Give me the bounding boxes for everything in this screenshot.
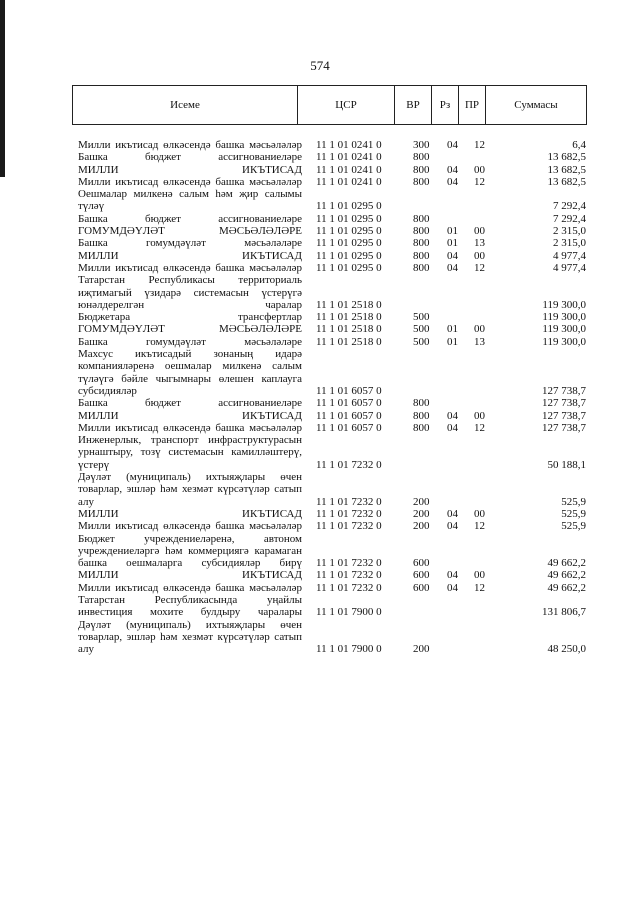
page-number: 574 [310,58,330,73]
row-sum: 49 662,2 [547,557,586,570]
table-body [78,139,588,655]
row-sum: 50 188,1 [547,458,586,471]
table-row [78,582,588,594]
row-sum: 49 662,2 [547,581,586,594]
row-sum: 525,9 [561,520,586,533]
row-name: Оешмалар милкенә салым һәм җир салымы түләү [78,188,302,213]
row-sum: 127 738,7 [542,421,586,434]
row-vr: 800 [413,163,430,176]
row-vr: 500 [413,323,430,336]
row-name: Башка гомумдәүләт мәсьәләләре [78,237,302,250]
table-row [78,274,588,311]
row-sum: 4 977,4 [553,249,586,262]
row-sum: 119 300,0 [542,323,586,336]
table-row [78,213,588,225]
table-row [78,594,588,619]
table-row [78,225,588,237]
margin-mark [0,0,5,177]
row-vr: 800 [413,151,430,164]
row-csr: 11 1 01 7232 0 [316,557,382,570]
table-row [78,508,588,520]
row-pr: 12 [474,581,485,594]
row-sum: 525,9 [561,495,586,508]
table-row [78,569,588,581]
header-vr: ВР [395,86,432,125]
row-rz: 04 [447,581,458,594]
table-row [78,619,588,656]
row-vr: 300 [413,139,430,151]
header-rz: Рз [432,86,459,125]
row-sum: 49 662,2 [547,569,586,582]
row-vr: 800 [413,421,430,434]
row-csr: 11 1 01 7232 0 [316,520,382,533]
row-sum: 119 300,0 [542,311,586,324]
table-row [78,237,588,249]
row-sum: 525,9 [561,507,586,520]
row-vr: 800 [413,397,430,410]
row-name: Дәүләт (муниципаль) ихтыяҗлары өчен товарлар, эшләр һәм хезмәт күрсәтүләр сатып алу [78,618,302,656]
row-vr: 800 [413,249,430,262]
table-row [78,151,588,163]
row-vr: 500 [413,311,430,324]
table-row [78,397,588,409]
row-sum: 7 292,4 [553,212,586,225]
row-rz: 01 [447,237,458,250]
row-vr: 800 [413,212,430,225]
row-pr: 13 [474,237,485,250]
row-csr: 11 1 01 7900 0 [316,606,382,619]
table-row [78,311,588,323]
row-vr: 200 [413,495,430,508]
row-sum: 127 738,7 [542,384,586,397]
row-csr: 11 1 01 6057 0 [316,421,382,434]
row-csr: 11 1 01 7232 0 [316,495,382,508]
row-name: Бюджетара трансфертлар [78,311,302,324]
row-name: Татарстан Республикасы территориаль иҗтимагый үзидарә системасын үстерүгә юнәлдерелгән чаралар [78,274,302,311]
row-name: Милли икътисад өлкәсендә башка мәсьәләләр [78,261,302,274]
row-name: Махсус икътисадый зонаның идарә компанияләренә оешмалар милкенә салым түләүгә бәйле чыгымнары өлешен каплауга субсидияләр [78,348,302,397]
row-csr: 11 1 01 0295 0 [316,261,382,274]
row-vr: 200 [413,520,430,533]
row-name: Милли икътисад өлкәсендә башка мәсьәләләр [78,581,302,594]
row-sum: 48 250,0 [547,643,586,656]
table-row [78,336,588,348]
row-vr: 600 [413,569,430,582]
row-name: Инженерлык, транспорт инфраструктурасын урнаштыру, тозү системасын камилләштерү, үстерү [78,434,302,471]
table-row [78,410,588,422]
header-name: Исеме [73,86,298,125]
row-vr: 200 [413,507,430,520]
row-csr: 11 1 01 0295 0 [316,212,382,225]
row-csr: 11 1 01 0295 0 [316,237,382,250]
row-csr: 11 1 01 7232 0 [316,507,382,520]
row-sum: 2 315,0 [553,237,586,250]
row-sum: 119 300,0 [542,335,586,348]
row-csr: 11 1 01 7232 0 [316,458,382,471]
row-name: Бюджет учреждениеләренә, автоном учреждениеләргә һәм коммерциягә карамаган башка оешмаларга субсидияләр бирү [78,532,302,570]
row-pr: 00 [474,163,485,176]
row-rz: 01 [447,335,458,348]
row-rz: 01 [447,225,458,238]
table-row [78,262,588,274]
row-csr: 11 1 01 0241 0 [316,175,382,188]
table-row [78,520,588,532]
row-name: ГОМУМДӘҮЛӘТ МӘСЬӘЛӘЛӘРЕ [78,225,302,238]
row-name: МИЛЛИ ИКЪТИСАД [78,249,302,262]
row-sum: 127 738,7 [542,397,586,410]
row-rz: 04 [447,163,458,176]
row-rz: 04 [447,520,458,533]
row-name: Башка гомумдәүләт мәсьәләләре [78,335,302,348]
header-sum: Суммасы [486,86,587,125]
row-name: Милли икътисад өлкәсендә башка мәсьәләләр [78,421,302,434]
row-name: Милли икътисад өлкәсендә башка мәсьәләләр [78,139,302,151]
row-csr: 11 1 01 0295 0 [316,249,382,262]
row-name: Милли икътисад өлкәсендә башка мәсьәләләр [78,520,302,533]
row-vr: 200 [413,643,430,656]
row-rz: 04 [447,507,458,520]
row-vr: 800 [413,409,430,422]
table-row [78,434,588,471]
row-csr: 11 1 01 2518 0 [316,323,382,336]
row-sum: 2 315,0 [553,225,586,238]
row-name: Милли икътисад өлкәсендә башка мәсьәләләр [78,175,302,188]
row-csr: 11 1 01 2518 0 [316,311,382,324]
row-name: МИЛЛИ ИКЪТИСАД [78,507,302,520]
row-csr: 11 1 01 6057 0 [316,409,382,422]
row-csr: 11 1 01 6057 0 [316,384,382,397]
row-pr: 00 [474,507,485,520]
row-csr: 11 1 01 0295 0 [316,200,382,213]
row-csr: 11 1 01 0241 0 [316,163,382,176]
row-pr: 00 [474,225,485,238]
row-csr: 11 1 01 7900 0 [316,643,382,656]
row-vr: 500 [413,335,430,348]
row-name: МИЛЛИ ИКЪТИСАД [78,409,302,422]
header-pr: ПР [459,86,486,125]
table-row [78,188,588,213]
row-pr: 12 [474,139,485,151]
row-rz: 04 [447,249,458,262]
row-sum: 7 292,4 [553,200,586,213]
row-rz: 04 [447,409,458,422]
row-sum: 6,4 [572,139,586,151]
row-pr: 13 [474,335,485,348]
row-sum: 131 806,7 [542,606,586,619]
row-pr: 00 [474,569,485,582]
row-rz: 04 [447,175,458,188]
row-pr: 12 [474,261,485,274]
row-name: МИЛЛИ ИКЪТИСАД [78,163,302,176]
row-csr: 11 1 01 7232 0 [316,569,382,582]
row-rz: 01 [447,323,458,336]
row-name: Татарстан Республикасында уңайлы инвестиция мохите булдыру чаралары [78,593,302,619]
row-csr: 11 1 01 0241 0 [316,139,382,151]
row-pr: 00 [474,409,485,422]
row-rz: 04 [447,139,458,151]
row-name: МИЛЛИ ИКЪТИСАД [78,569,302,582]
row-sum: 13 682,5 [547,163,586,176]
row-sum: 13 682,5 [547,175,586,188]
row-pr: 00 [474,323,485,336]
table-row [78,533,588,570]
table-row [78,250,588,262]
row-sum: 4 977,4 [553,261,586,274]
row-sum: 13 682,5 [547,151,586,164]
row-name: Башка бюджет ассигнованиеләре [78,212,302,225]
row-name: Башка бюджет ассигнованиеләре [78,151,302,164]
table-row [78,348,588,397]
row-vr: 800 [413,237,430,250]
row-rz: 04 [447,569,458,582]
row-csr: 11 1 01 0295 0 [316,225,382,238]
row-rz: 04 [447,421,458,434]
row-name: ГОМУМДӘҮЛӘТ МӘСЬӘЛӘЛӘРЕ [78,323,302,336]
row-csr: 11 1 01 0241 0 [316,151,382,164]
table-row [78,139,588,151]
table-row [78,176,588,188]
header-csr: ЦСР [298,86,395,125]
row-csr: 11 1 01 2518 0 [316,335,382,348]
row-vr: 600 [413,557,430,570]
row-sum: 127 738,7 [542,409,586,422]
row-pr: 12 [474,421,485,434]
table-row [78,323,588,335]
row-name: Башка бюджет ассигнованиеләре [78,397,302,410]
row-pr: 00 [474,249,485,262]
row-name: Дәүләт (муниципаль) ихтыяҗлары өчен товарлар, эшләр һәм хезмәт күрсәтүләр сатып алу [78,471,302,508]
table-header [72,85,587,125]
table-row [78,422,588,434]
row-vr: 800 [413,225,430,238]
row-pr: 12 [474,175,485,188]
row-sum: 119 300,0 [542,298,586,311]
row-rz: 04 [447,261,458,274]
table-row [78,164,588,176]
row-vr: 600 [413,581,430,594]
row-pr: 12 [474,520,485,533]
row-csr: 11 1 01 2518 0 [316,298,382,311]
row-csr: 11 1 01 6057 0 [316,397,382,410]
row-vr: 800 [413,175,430,188]
row-vr: 800 [413,261,430,274]
table-row [78,471,588,508]
row-csr: 11 1 01 7232 0 [316,581,382,594]
